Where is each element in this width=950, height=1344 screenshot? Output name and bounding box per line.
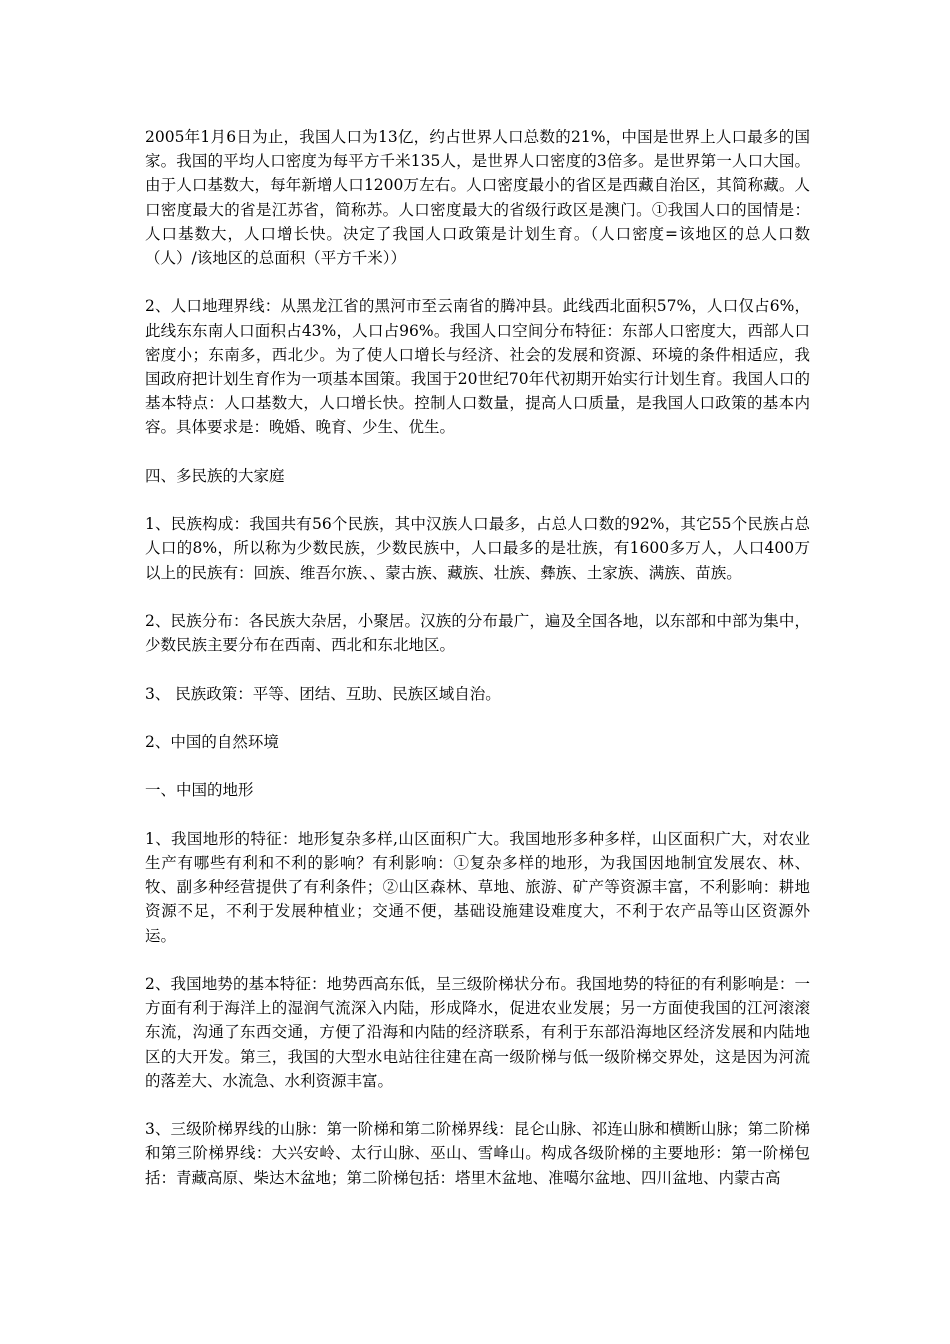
heading-natural-environment: 2、中国的自然环境 xyxy=(145,732,279,751)
document-body xyxy=(145,125,810,1190)
paragraph-topography-features: 2、我国地势的基本特征：地势西高东低，呈三级阶梯状分布。我国地势的特征的有利影响是：一方面有利于海洋上的湿润气流深入内陆，形成降水，促进农业发展；另一方面使我国的江河滚滚东流，沟通了东西交通，方便了沿海和内陆的经济联系，有利于东部沿海地区经济发展和内陆地区的大开发。第三，我国的大型水电站往往建在高一级阶梯与低一级阶梯交界处，这是因为河流的落差大、水流急、水利资源丰富。 xyxy=(145,974,810,1090)
heading-multi-ethnic: 四、多民族的大家庭 xyxy=(145,466,285,485)
heading-terrain: 一、中国的地形 xyxy=(145,781,254,800)
paragraph-ethnic-policy: 3、 民族政策：平等、团结、互助、民族区域自治。 xyxy=(145,684,501,703)
paragraph-three-step-ladder: 3、三级阶梯界线的山脉：第一阶梯和第二阶梯界线：昆仑山脉、祁连山脉和横断山脉；第二阶梯和第三阶梯界线：大兴安岭、太行山脉、巫山、雪峰山。构成各级阶梯的主要地形：第一阶梯包括：青藏高原、柴达木盆地；第二阶梯包括：塔里木盆地、准噶尔盆地、四川盆地、内蒙古高 xyxy=(145,1120,810,1187)
paragraph-ethnic-composition: 1、民族构成：我国共有56个民族，其中汉族人口最多，占总人口数的92%，其它55个民族占总人口的8%，所以称为少数民族，少数民族中，人口最多的是壮族，有1600多万人，人口400万以上的民族有：回族、维吾尔族、、蒙古族、藏族、壮族、彝族、土家族、满族、苗族。 xyxy=(145,515,810,582)
paragraph-ethnic-distribution: 2、民族分布：各民族大杂居，小聚居。汉族的分布最广，遍及全国各地，以东部和中部为集中，少数民族主要分布在西南、西北和东北地区。 xyxy=(145,612,810,655)
paragraph-population-boundary: 2、人口地理界线：从黑龙江省的黑河市至云南省的腾冲县。此线西北面积57%，人口仅占6%，此线东东南人口面积占43%，人口占96%。我国人口空间分布特征：东部人口密度大，西部人口密度小；东南多，西北少。为了使人口增长与经济、社会的发展和资源、环境的条件相适应，我国政府把计划生育作为一项基本国策。我国于20世纪70年代初期开始实行计划生育。我国人口的基本特点：人口基数大，人口增长快。控制人口数量，提高人口质量，是我国人口政策的基本内容。具体要求是：晚婚、晚育、少生、优生。 xyxy=(145,297,810,437)
paragraph-terrain-features: 1、我国地形的特征：地形复杂多样,山区面积广大。我国地形多种多样，山区面积广大，对农业生产有哪些有利和不利的影响？有利影响：①复杂多样的地形，为我国因地制宜发展农、林、牧、副多种经营提供了有利条件；②山区森林、草地、旅游、矿产等资源丰富，不利影响：耕地资源不足，不利于发展种植业；交通不便，基础设施建设难度大，不利于农产品等山区资源外运。 xyxy=(145,829,810,945)
paragraph-population-overview: 2005年1月6日为止，我国人口为13亿，约占世界人口总数的21%，中国是世界上人口最多的国家。我国的平均人口密度为每平方千米135人，是世界人口密度的3倍多。是世界第一人口大国。由于人口基数大，每年新增人口1200万左右。人口密度最小的省区是西藏自治区，其简称藏。人口密度最大的省是江苏省，简称苏。人口密度最大的省级行政区是澳门。①我国人口的国情是：人口基数大，人口增长快。决定了我国人口政策是计划生育。（人口密度=该地区的总人口数（人）/该地区的总面积（平方千米）） xyxy=(145,128,810,268)
